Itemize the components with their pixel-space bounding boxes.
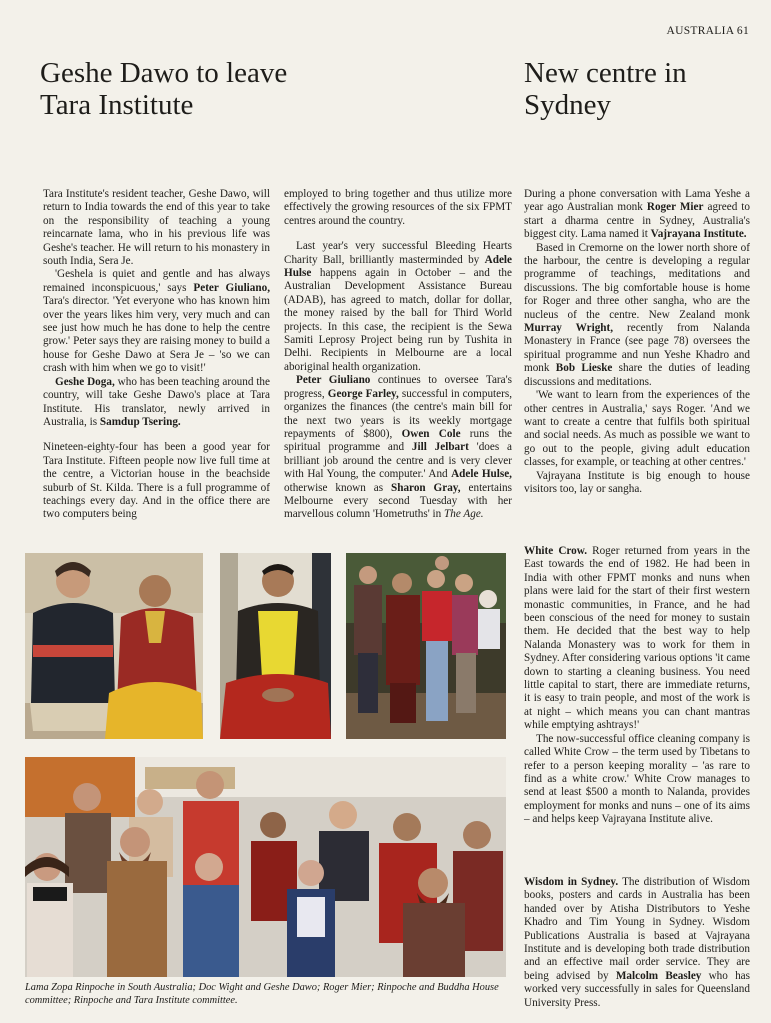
paragraph: Wisdom in Sydney. The distribution of Wisdom books, posters and cards in Australia has been handed over by Atisha Distributors to Yeshe Khadro and Tim Young in Sydney. Wisdom Publications Australia is based at Vajrayana Institute and is developing both trade distribution and an effective mail order service. They are being advised by Malcolm Beasley who has worked very successfully in sales for Queensland University Press. [524, 876, 751, 1009]
paragraph: 'Geshela is quiet and gentle and has always remained inconspicuous,' says Peter Giuliano, Tara's director. 'Yet everyone who has known him over the years likes him very, very much and can see just how much he has done to help the centre grow.' Peter says they are raising money to build a house for Geshe Dawo at Sera Je – 'so we can crash with him when we go to visit!' [43, 268, 270, 375]
paragraph: During a phone conversation with Lama Yeshe a year ago Australian monk Roger Mier agreed to start a dharma centre in Sydney, Australia's biggest city. Lama named it Vajrayana Institute. [524, 188, 750, 241]
right-title-line2: Sydney [524, 89, 611, 121]
centre-name: Vajrayana Institute. [650, 228, 747, 241]
right-title-line1: New centre in [524, 57, 687, 89]
person-name: Peter Giuliano [296, 374, 371, 387]
running-head: AUSTRALIA 61 [666, 25, 749, 37]
right-article-column-middle [524, 545, 750, 827]
paragraph: Tara Institute's resident teacher, Geshe Dawo, will return to India towards the end of this year to take on the responsibility of teaching a young reincarnate lama, who in his previous life was Geshe's teacher. He will return to his monastery in south India, Sera Je. [43, 188, 270, 268]
photo-group-committees [25, 757, 506, 977]
person-name: Samdup Tsering. [99, 415, 181, 428]
person-name: Adele Hulse [284, 253, 512, 280]
left-title-line2: Tara Institute [40, 89, 194, 121]
left-title-line1: Geshe Dawo to leave [40, 57, 288, 89]
person-name: Peter Giuliano, [193, 281, 270, 294]
paragraph: employed to bring together and thus utilize more effectively the growing resources of the six FPMT centres around the country. [284, 188, 512, 227]
paragraph: White Crow. Roger returned from years in the East towards the end of 1982. He had been in India with other FPMT monks and nuns when plans were laid for the start of their first western monastic communities, in France, and he had been conscious of the need for money to sustain them. He decided that the best way to help Nalanda Monastery was to work for them in Sydney. After considering various options 'it came down to starting a cleaning business. You need little capital to start, there are immediate returns, it is easy to train people, and most of the work is at night – which means you can chant mantras while emptying ashtrays!' [524, 545, 750, 732]
paragraph: Last year's very successful Bleeding Hearts Charity Ball, brilliantly masterminded by Adele Hulse happens again in October – and the Australian Development Assistance Bureau (ADAB), has agreed to match, dollar for dollar, the money raised by the ball for Third World projects. In this case, the recipient is the Sewa Samiti Leprosy Project being run by Tushita in Delhi. Recipients in Melbourne are a local aboriginal health organization. [284, 240, 512, 373]
right-article-column-top [524, 188, 750, 496]
photo-roger-mier [346, 553, 506, 739]
person-name: Malcolm Beasley [615, 969, 702, 982]
section-heading: White Crow. [524, 545, 588, 557]
person-name: Bob Lieske [555, 362, 613, 375]
photo-lama-zopa-south-australia [25, 553, 203, 739]
paragraph: 'We want to learn from the experiences of the other centres in Australia,' says Roger. 'And we want to create a centre that fulfils both spiritual and social needs. As much as possible we want to go out to the people, giving adult education classes, for example, or teaching at other centres.' [524, 389, 750, 469]
photo-caption: Lama Zopa Rinpoche in South Australia; Doc Wight and Geshe Dawo; Roger Mier; Rinpoche and Buddha House committee; Rinpoche and Tara Institute committee. [25, 982, 499, 1006]
person-name: Murray Wright, [524, 322, 614, 335]
paragraph: Peter Giuliano continues to oversee Tara's progress, George Farley, successful in computers, organizes the finances (the centre's main bill for the next two years is its weekly mortgage repayments of $800), Owen Cole runs the spiritual programme and Jill Jelbart 'does a brilliant job around the centre and is very clever with Hal Young, the computer.' And Adele Hulse, otherwise known as Sharon Gray, entertains Melbourne every second Tuesday with her marvellous column 'Hometruths' in The Age. [284, 374, 513, 521]
left-article-column-2 [284, 188, 512, 522]
paragraph: The now-successful office cleaning company is called White Crow – the term used by Tibetans to refer to a person keeping morality – 'as rare to find as a white crow.' White Crow manages to send at least $500 a month to Nalanda, provides employment for monks and nuns – one of its aims – and helps keep Vajrayana Institute alive. [524, 732, 750, 826]
person-name: George Farley, [327, 387, 399, 400]
left-article-title [40, 57, 380, 121]
section-heading: Wisdom in Sydney. [524, 876, 619, 888]
right-article-column-bottom [524, 876, 750, 1010]
person-name: Sharon Gray, [391, 481, 461, 494]
person-name: Roger Mier [646, 201, 704, 214]
paragraph: Based in Cremorne on the lower north shore of the harbour, the centre is developing a regular programme of teachings, meditations and discussions. The big comfortable house is home for Roger and three other sangha, who are the nucleus of the centre. New Zealand monk Murray Wright, recently from Nalanda Monastery in France (see page 78) oversees the spiritual programme and nun Yeshe Khadro and monk Bob Lieske share the duties of leading discussions and meditations. [524, 241, 751, 388]
left-article-column-1 [43, 188, 270, 522]
person-name: Adele Hulse, [451, 468, 512, 481]
paragraph: Vajrayana Institute is big enough to house visitors too, lay or sangha. [524, 469, 750, 495]
right-article-title [524, 57, 754, 121]
person-name: Owen Cole [401, 427, 461, 440]
person-name: Jill Jelbart [411, 441, 469, 454]
paragraph: Geshe Doga, who has been teaching around the country, will take Geshe Dawo's place at Tara Institute. His translator, newly arrived in Australia, is Samdup Tsering. [43, 375, 270, 428]
person-name: Geshe Doga, [55, 375, 115, 388]
paragraph: Nineteen-eighty-four has been a good year for Tara Institute. Fifteen people now live full time at the centre, a Victorian house in the beachside suburb of St. Kilda. There is a full programme of teachings every day. And in the office there are two computers being [43, 441, 270, 521]
publication-title: The Age. [444, 508, 484, 521]
photo-geshe-dawo [220, 553, 331, 739]
